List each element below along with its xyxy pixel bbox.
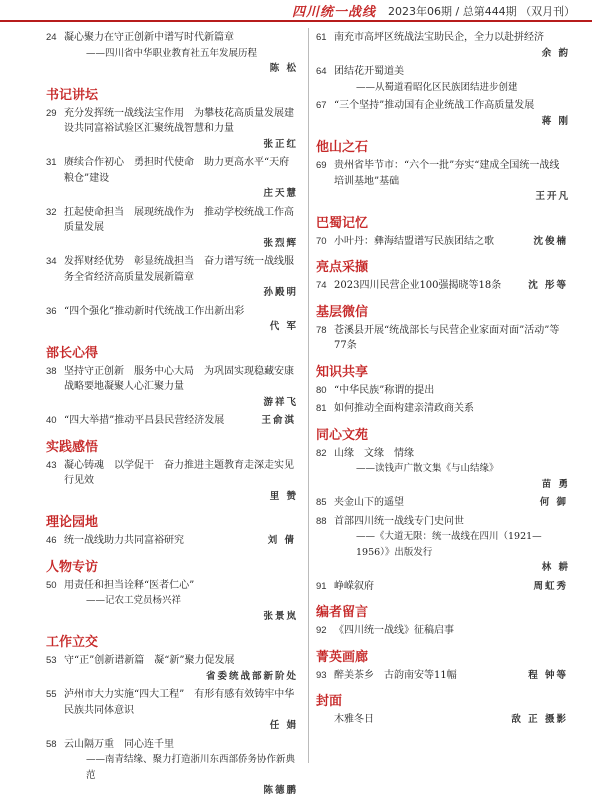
- section-heading: 工作立交: [46, 635, 99, 650]
- toc-section: [316, 364, 570, 417]
- toc-entry[interactable]: [46, 458, 298, 505]
- entry-title: 峥嵘叙府: [334, 580, 374, 592]
- section-heading: 亮点采撷: [316, 260, 369, 275]
- page-number: 40: [46, 415, 57, 426]
- toc-entry[interactable]: [46, 155, 298, 202]
- entry-title: 《四川统一战线》征稿启事: [334, 625, 454, 636]
- page-number: 34: [46, 256, 57, 267]
- toc-section: [316, 139, 570, 205]
- section-heading: 书记讲坛: [46, 87, 99, 103]
- page-number: 29: [46, 107, 57, 119]
- page-number: 78: [316, 324, 327, 336]
- toc-entry[interactable]: [316, 383, 570, 399]
- toc-section: [46, 439, 298, 505]
- entry-author: 程 钟等: [528, 669, 568, 681]
- entry-author: 游祥飞: [263, 396, 298, 408]
- entry-title-row: [316, 495, 570, 511]
- toc-entry[interactable]: [46, 533, 298, 549]
- page-number: 80: [316, 384, 327, 396]
- entry-title: 发挥财经优势 彰显统战担当 奋力谱写统一战线服务全省经济高质量发展新篇章: [64, 256, 294, 283]
- toc-section: [316, 304, 570, 354]
- section-heading: 封面: [316, 694, 343, 709]
- entry-title-row: [46, 413, 298, 429]
- toc-section: [316, 427, 570, 595]
- entry-title: 统一战线助力共同富裕研究: [64, 535, 184, 546]
- entry-author: 庄天慧: [263, 188, 298, 199]
- page-number: 74: [316, 280, 327, 291]
- entry-title: 团结花开蜀道美: [334, 66, 404, 77]
- entry-subtitle: ——读钱声广散文集《与山结缘》: [356, 463, 499, 474]
- entry-author: 孙殿明: [263, 287, 298, 298]
- toc-entry[interactable]: [46, 106, 298, 153]
- page-number: 24: [46, 32, 57, 43]
- entry-author: 王开凡: [535, 191, 570, 202]
- page-number: 58: [46, 738, 57, 750]
- section-heading: 理论园地: [46, 515, 99, 530]
- section-heading: 部长心得: [46, 345, 99, 361]
- toc-entry[interactable]: [46, 364, 298, 411]
- page-number: 38: [46, 365, 57, 377]
- page-number: 81: [316, 403, 327, 414]
- entry-author: 沈俊楠: [533, 235, 568, 247]
- magazine-brand: 四川统一战线: [292, 5, 377, 20]
- entry-author: 张正红: [263, 138, 298, 150]
- section-heading: 他山之石: [316, 140, 369, 155]
- entry-title: 凝心聚力在守正创新中谱写时代新篇章: [64, 32, 234, 43]
- entry-title: 木雅冬日: [334, 714, 374, 725]
- toc-entry[interactable]: [46, 413, 298, 429]
- entry-author: 张景岚: [263, 610, 298, 622]
- entry-title-row: [316, 579, 570, 595]
- page-number: 31: [46, 157, 57, 168]
- entry-title: 贵州省毕节市：“六个一批”夯实“建成全国统一战线培训基地”基础: [334, 160, 560, 187]
- entry-title: “四个强化”推动新时代统战工作出新出彩: [64, 305, 245, 317]
- entry-title: 2023四川民营企业100强揭晓等18条: [334, 280, 502, 291]
- page-number: 88: [316, 515, 327, 527]
- section-heading: 同心文苑: [316, 427, 369, 443]
- toc-left-column: [46, 30, 298, 802]
- entry-title-row: [46, 533, 298, 549]
- entry-title: 首部四川统一战线专门史问世: [334, 515, 464, 527]
- entry-author: 张烈辉: [263, 237, 298, 249]
- entry-title-row: [316, 712, 570, 728]
- entry-author: 省委统战部新阶处: [205, 670, 298, 682]
- toc-entry[interactable]: [316, 712, 570, 728]
- entry-author: 代 军: [269, 321, 298, 332]
- page-number: 85: [316, 497, 327, 508]
- issue-info: 2023年06期 / 总第444期 （双月刊）: [388, 5, 576, 18]
- toc-section: [46, 634, 298, 799]
- entry-title: “三个坚持”推动国有企业统战工作高质量发展: [334, 100, 535, 111]
- entry-title: 醉美茶乡 古韵南安等11幅: [334, 669, 457, 681]
- entry-title: 如何推动全面构建亲清政商关系: [334, 403, 474, 414]
- entry-subtitle: ——南青结缘、聚力打造浙川东西部侨务协作新典范: [86, 754, 296, 781]
- entry-title: 扛起使命担当 展现统战作为 推动学校统战工作高质量发展: [64, 206, 294, 233]
- toc-entry[interactable]: [316, 579, 570, 595]
- section-heading: 编者留言: [316, 605, 369, 620]
- toc-entry[interactable]: [46, 254, 298, 301]
- entry-title: 用责任和担当诠释“医者仁心”: [64, 579, 195, 591]
- page-number: 61: [316, 32, 327, 43]
- entry-title-row: [316, 234, 570, 250]
- toc-entry[interactable]: [316, 623, 570, 639]
- toc-entry[interactable]: [46, 304, 298, 335]
- toc-entry[interactable]: [316, 278, 570, 294]
- toc-section: [46, 514, 298, 549]
- page-number: 70: [316, 235, 327, 247]
- column-divider: [308, 28, 309, 763]
- toc-entry[interactable]: [316, 30, 570, 61]
- toc-entry[interactable]: [46, 30, 298, 77]
- section-heading: 菁英画廊: [316, 649, 369, 665]
- page-number: 82: [316, 447, 327, 459]
- page-number: 92: [316, 625, 327, 636]
- entry-author: 陈 松: [269, 63, 298, 74]
- entry-title: 山缘 文缘 情缘: [334, 447, 414, 459]
- page-number: 55: [46, 689, 57, 700]
- entry-subtitle: ——《大道无限：统一战线在四川（1921—1956）》出版发行: [356, 531, 542, 558]
- entry-author: 林 耕: [541, 562, 570, 573]
- entry-title: 南充市高坪区统战法宝助民企，全力以赴拼经济: [334, 32, 544, 43]
- entry-author: 苗 勇: [541, 478, 570, 490]
- toc-right-column: [316, 30, 570, 731]
- entry-author: 敌 正 摄影: [511, 714, 568, 725]
- entry-title: 云山隔万重 同心连千里: [64, 738, 174, 750]
- entry-title: 充分发挥统一战线法宝作用 为攀枝花高质量发展建设共同富裕试验区汇聚统战智慧和力量: [64, 107, 294, 134]
- page-number: 50: [46, 579, 57, 591]
- entry-author: 沈 彤等: [528, 280, 568, 291]
- toc-entry[interactable]: [316, 401, 570, 417]
- toc-section: [316, 604, 570, 639]
- page-number: 64: [316, 66, 327, 77]
- toc-entry[interactable]: [316, 234, 570, 250]
- masthead: [0, 0, 592, 22]
- toc-entry[interactable]: [46, 687, 298, 734]
- toc-entry[interactable]: [316, 98, 570, 129]
- toc-section: [46, 345, 298, 429]
- section-heading: 人物专访: [46, 559, 99, 575]
- page-number: 43: [46, 459, 57, 471]
- entry-title: 夹金山下的遥望: [334, 497, 404, 508]
- toc-entry[interactable]: [316, 668, 570, 684]
- entry-author: 余 韵: [541, 47, 570, 59]
- entry-title: 苍溪县开展“统战部长与民营企业家面对面”活动”等77条: [334, 324, 560, 351]
- toc-section: [316, 259, 570, 294]
- toc-section: [316, 649, 570, 684]
- entry-author: 任 娟: [269, 720, 298, 731]
- toc-entry[interactable]: [316, 446, 570, 493]
- toc-entry[interactable]: [46, 578, 298, 625]
- toc-entry[interactable]: [316, 514, 570, 576]
- toc-section: [316, 215, 570, 250]
- toc-entry[interactable]: [316, 64, 570, 95]
- entry-author: 蒋 刚: [541, 115, 570, 127]
- entry-title-row: [316, 668, 570, 684]
- entry-author: 周虹秀: [533, 580, 568, 592]
- entry-title: 凝心铸魂 以学促干 奋力推进主题教育走深走实见行见效: [64, 459, 294, 486]
- toc-entry[interactable]: [46, 653, 298, 684]
- entry-title: 坚持守正创新 服务中心大局 为巩固实现稳藏安康战略要地凝聚人心汇聚力量: [64, 365, 294, 392]
- entry-subtitle: ——记农工党员杨兴祥: [86, 595, 182, 606]
- entry-author: 王俞淇: [261, 415, 296, 426]
- section-heading: 基层微信: [316, 304, 369, 320]
- entry-title: 赓续合作初心 勇担时代使命 助力更高水平“天府粮仓”建设: [64, 157, 290, 184]
- entry-title: 小叶丹：彝海结盟谱写民族团结之歌: [334, 235, 494, 247]
- page-number: 32: [46, 206, 57, 218]
- page-number: 46: [46, 535, 57, 546]
- toc-section: [316, 693, 570, 728]
- page-number: 91: [316, 580, 327, 592]
- entry-subtitle: ——四川省中华职业教育社五年发展历程: [86, 47, 258, 59]
- toc-section: [46, 87, 298, 335]
- entry-title: 守“正”创新谱新篇 凝“新”聚力促发展: [64, 655, 235, 666]
- toc-section: [46, 559, 298, 625]
- entry-title: “四大举措”推动平昌县民营经济发展: [64, 415, 225, 426]
- entry-title: “中华民族”称谓的提出: [334, 384, 435, 396]
- section-heading: 实践感悟: [46, 439, 99, 455]
- page-number: 36: [46, 305, 57, 317]
- toc-entry[interactable]: [316, 158, 570, 205]
- page-number: 69: [316, 160, 327, 171]
- entry-title-row: [316, 278, 570, 294]
- page-number: 53: [46, 655, 57, 666]
- entry-title: 泸州市大力实施“四大工程” 有形有感有效铸牢中华民族共同体意识: [64, 689, 295, 716]
- entry-author: 何 御: [539, 497, 568, 508]
- toc-entry[interactable]: [316, 323, 570, 354]
- entry-author: 陈德鹏: [263, 785, 298, 796]
- section-heading: 巴蜀记忆: [316, 215, 369, 231]
- toc-entry[interactable]: [316, 495, 570, 511]
- section-heading: 知识共享: [316, 364, 369, 380]
- toc-entry[interactable]: [46, 737, 298, 799]
- entry-author: 里 赞: [269, 490, 298, 502]
- entry-author: 刘 倩: [267, 535, 296, 546]
- entry-subtitle: ——从蜀道看昭化区民族团结进步创建: [356, 81, 518, 93]
- page-number: 67: [316, 100, 327, 111]
- toc-entry[interactable]: [46, 205, 298, 252]
- page-number: 93: [316, 669, 327, 681]
